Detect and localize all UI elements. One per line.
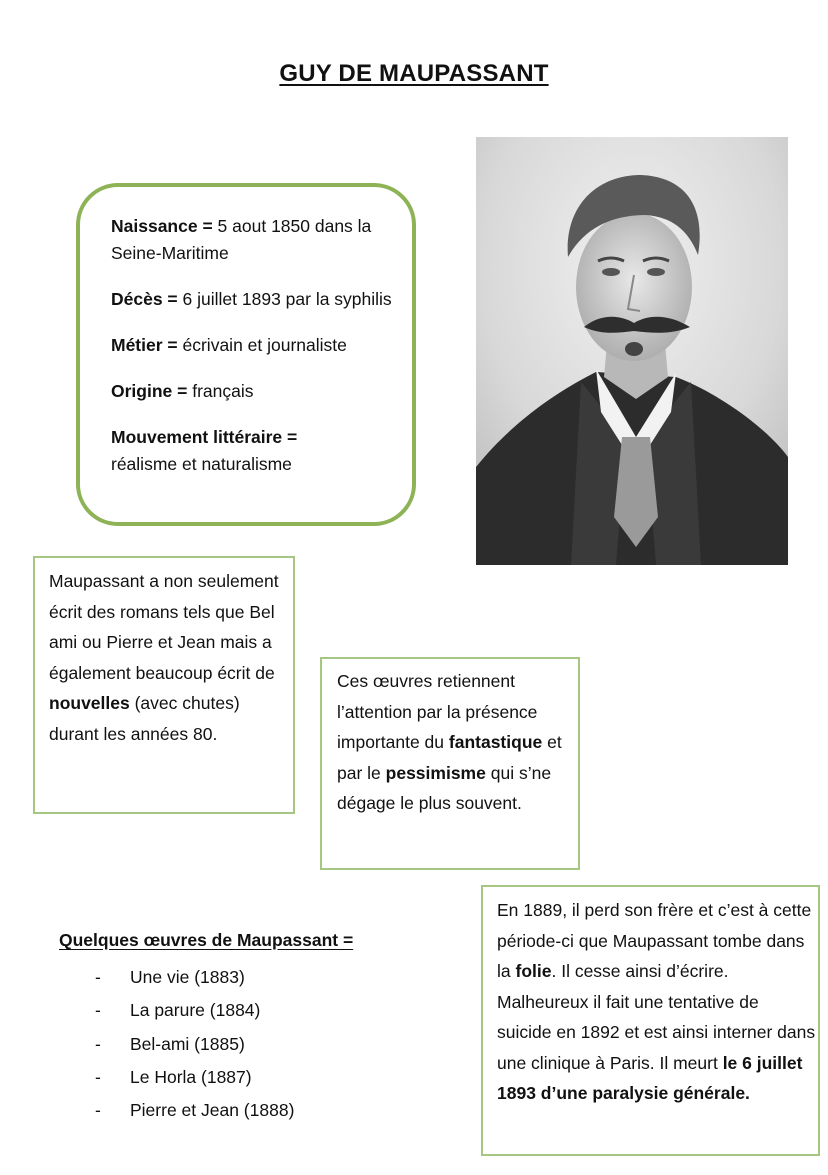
works-list — [59, 961, 459, 1127]
bullet-dash: - — [95, 1033, 101, 1054]
info-birth — [111, 213, 412, 267]
info-movement — [111, 424, 412, 478]
info-value: réalisme et naturalisme — [111, 454, 292, 474]
info-label: Mouvement littéraire = — [111, 427, 298, 447]
paragraph-text: (avec chutes) durant les années 80. — [49, 693, 240, 744]
info-label: Origine = — [111, 381, 188, 401]
work-title: Bel-ami (1885) — [130, 1033, 245, 1054]
paragraph-text: et par le — [337, 732, 562, 783]
emphasis-text: le 6 juillet 1893 d’une paralysie générale. — [497, 1052, 803, 1103]
info-value: 5 aout 1850 dans la Seine-Maritime — [111, 216, 372, 263]
info-death — [111, 286, 412, 313]
portrait-photo — [476, 137, 788, 565]
paragraph-text: Maupassant a non seulement écrit des romans tels que Bel ami ou Pierre et Jean mais a également beaucoup écrit de — [49, 571, 279, 683]
work-title: Le Horla (1887) — [130, 1066, 252, 1087]
emphasis-text: fantastique — [448, 732, 543, 752]
emphasis-text: nouvelles — [49, 693, 130, 713]
emphasis-text: folie — [515, 961, 552, 981]
info-label: Métier = — [111, 335, 178, 355]
works-heading: Quelques œuvres de Maupassant = — [59, 930, 354, 950]
list-item — [59, 1061, 459, 1094]
info-origin — [111, 378, 412, 405]
work-title: La parure (1884) — [130, 1000, 261, 1021]
work-title: Une vie (1883) — [130, 967, 245, 987]
info-label: Naissance = — [111, 216, 213, 236]
list-item — [59, 1094, 459, 1127]
paragraph-text: En 1889, il perd son frère et c’est à cette période-ci que Maupassant tombe dans la — [497, 900, 812, 981]
works-list-section — [59, 930, 459, 1127]
paragraph-text: . Il cesse ainsi d’écrire. Malheureux il fait une tentative de suicide en 1892 et est ainsi interner dans une clinique à Paris. Il meurt — [497, 961, 816, 1073]
info-value: français — [192, 381, 254, 401]
bullet-dash: - — [95, 967, 101, 987]
paragraph-text: qui s’ne dégage le plus souvent. — [337, 762, 552, 813]
bullet-dash: - — [95, 1100, 101, 1121]
info-label: Décès = — [111, 289, 178, 309]
bio-info-box — [76, 183, 416, 526]
paragraph-text: Ces œuvres retiennent l’attention par la présence importante du — [337, 671, 538, 752]
info-value: 6 juillet 1893 par la syphilis — [182, 289, 392, 309]
text-box-end-of-life — [481, 885, 820, 1156]
bullet-dash: - — [95, 1066, 101, 1087]
list-item — [59, 961, 459, 994]
list-item — [59, 1028, 459, 1061]
info-profession — [111, 332, 412, 359]
emphasis-text: pessimisme — [385, 762, 486, 783]
list-item — [59, 994, 459, 1027]
text-box-themes — [320, 657, 580, 870]
text-box-novels — [33, 556, 295, 814]
bullet-dash: - — [95, 1000, 101, 1021]
work-title: Pierre et Jean (1888) — [130, 1100, 295, 1121]
info-value: écrivain et journaliste — [182, 335, 347, 355]
page-title: GUY DE MAUPASSANT — [279, 60, 549, 87]
